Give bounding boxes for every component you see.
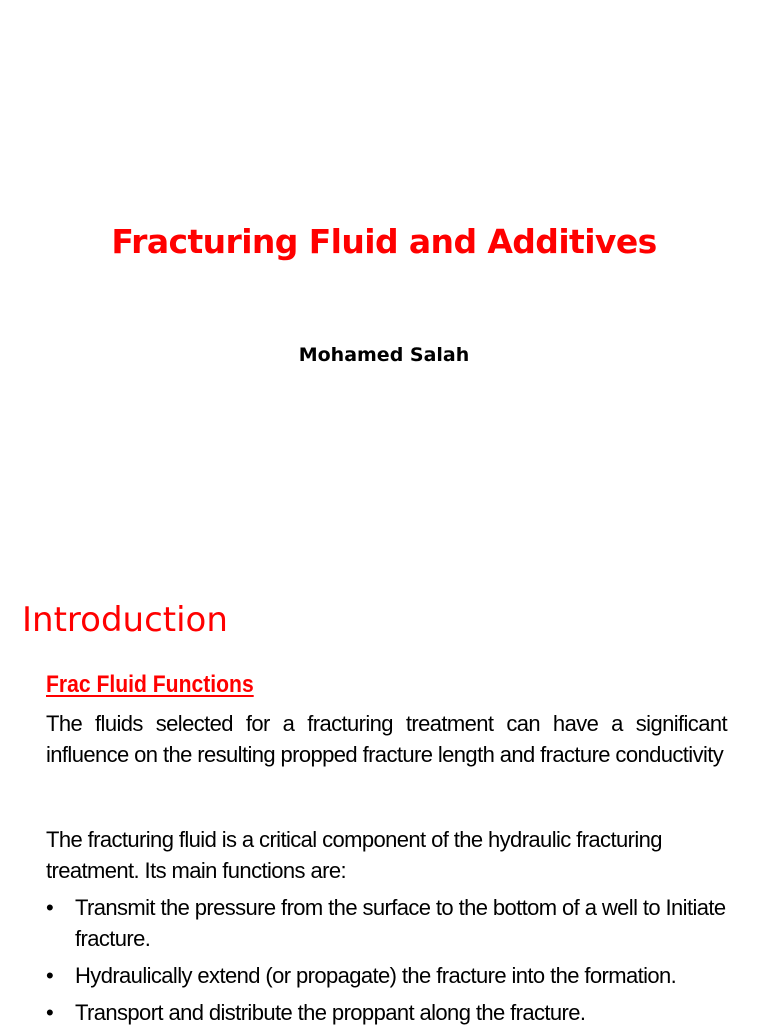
functions-paragraph: The fracturing fluid is a critical component of the hydraulic fracturing treatment. Its main functions are: [46, 827, 662, 883]
bullet-dot-icon: • [46, 895, 54, 920]
subheading-link[interactable]: Frac Fluid Functions [46, 671, 254, 698]
bullet-dot-icon: • [46, 963, 54, 988]
bullet-dot-icon: • [46, 1000, 54, 1025]
list-item [46, 960, 736, 991]
list-item [46, 997, 736, 1028]
introduction-slide [0, 572, 768, 1024]
list-item-text: Hydraulically extend (or propagate) the fracture into the formation. [75, 963, 677, 988]
list-item-text: Transmit the pressure from the surface to the bottom of a well to Initiate fracture. [75, 895, 726, 951]
intro-paragraph: The fluids selected for a fracturing treatment can have a significant influence on the resulting propped fracture length and fracture conductivity [46, 711, 727, 767]
section-heading: Introduction [22, 600, 228, 640]
author-name: Mohamed Salah [298, 344, 470, 366]
presentation-title: Fracturing Fluid and Additives [111, 222, 657, 261]
list-item-text: Transport and distribute the proppant along the fracture. [75, 1000, 586, 1025]
functions-list [46, 892, 736, 1034]
list-item [46, 892, 736, 954]
